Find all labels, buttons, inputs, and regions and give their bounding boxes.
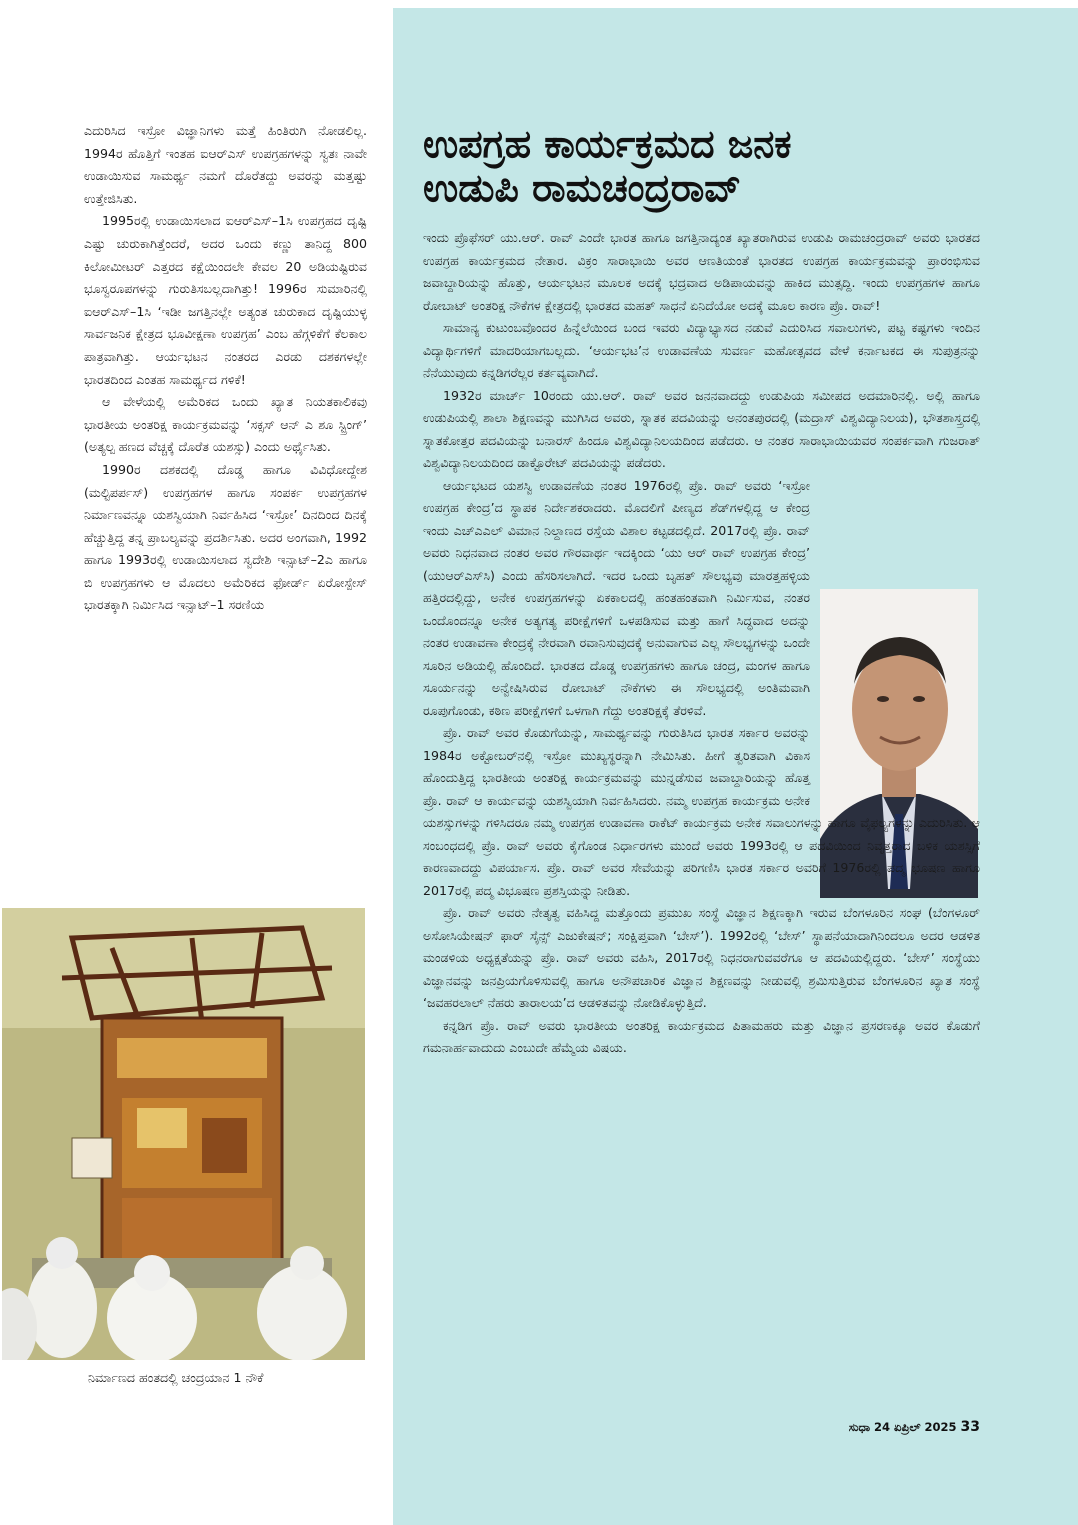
issue-label: ಸುಧಾ 24 ಏಪ್ರಿಲ್ 2025 [848, 1420, 957, 1434]
left-paragraph: ಎದುರಿಸಿದ ಇಸ್ರೋ ವಿಜ್ಞಾನಿಗಳು ಮತ್ತೆ ಹಿಂತಿರುಗಿ ನೋಡಲಿಲ್ಲ. 1994ರ ಹೊತ್ತಿಗೆ ಇಂತಹ ಐಆರ್‌ಎಸ್ ಉಪಗ್ರಹಗಳನ್ನು ಸ್ವತಃ ನಾವೇ ಉಡಾಯಿಸುವ ಸಾಮರ್ಥ್ಯ ನಮಗೆ ದೊರೆತದ್ದು ಅವರನ್ನು ಮತ್ತಷ್ಟು ಉತ್ತೇಜಿಸಿತು. [84, 123, 367, 206]
article-paragraph: ಸಾಮಾನ್ಯ ಕುಟುಂಬವೊಂದರ ಹಿನ್ನೆಲೆಯಿಂದ ಬಂದ ಇವರು ವಿದ್ಯಾಭ್ಯಾಸದ ನಡುವೆ ಎದುರಿಸಿದ ಸವಾಲುಗಳು, ಪಟ್ಟ ಕಷ್ಟಗಳು ಇಂದಿನ ವಿದ್ಯಾರ್ಥಿಗಳಿಗೆ ಮಾದರಿಯಾಗಬಲ್ಲದು. ‘ಆರ್ಯಭಟ’ನ ಉಡಾವಣೆಯ ಸುವರ್ಣ ಮಹೋತ್ಸವದ ವೇಳೆ ಕರ್ನಾಟಕದ ಈ ಸುಪುತ್ರನನ್ನು ನೆನೆಯುವುದು ಕನ್ನಡಿಗರೆಲ್ಲರ ಕರ್ತವ್ಯವಾಗಿದೆ. [423, 320, 980, 380]
left-column [84, 120, 367, 617]
page-number: 33 [960, 1419, 980, 1435]
article-paragraph: ಇಂದು ಪ್ರೊಫೆಸರ್ ಯು.ಆರ್. ರಾವ್ ಎಂದೇ ಭಾರತ ಹಾಗೂ ಜಗತ್ತಿನಾದ್ಯಂತ ಖ್ಯಾತರಾಗಿರುವ ಉಡುಪಿ ರಾಮಚಂದ್ರರಾವ್ ಅವರು ಭಾರತದ ಉಪಗ್ರಹ ಕಾರ್ಯಕ್ರಮದ ನೇತಾರ. ವಿಕ್ರಂ ಸಾರಾಭಾಯಿ ಅವರ ಆಣತಿಯಂತೆ ಭಾರತದ ಉಪಗ್ರಹ ಕಾರ್ಯಕ್ರಮವನ್ನು ಪ್ರಾರಂಭಿಸುವ ಜವಾಬ್ದಾರಿಯನ್ನು ಹೊತ್ತು, ಆರ್ಯಭಟನ ಮೂಲಕ ಅದಕ್ಕೆ ಭದ್ರವಾದ ಅಡಿಪಾಯವನ್ನು ಹಾಕಿದ ಮುತ್ಸದ್ದಿ. ಇಂದು ಉಪಗ್ರಹಗಳ ಹಾಗೂ ರೋಬಾಟ್ ಅಂತರಿಕ್ಷ ನೌಕೆಗಳ ಕ್ಷೇತ್ರದಲ್ಲಿ ಭಾರತದ ಮಹತ್ ಸಾಧನೆ ಏನಿದೆಯೋ ಅದಕ್ಕೆ ಮೂಲ ಕಾರಣ ಪ್ರೊ. ರಾವ್! [423, 230, 980, 313]
portrait-spacer [820, 475, 982, 785]
left-paragraph: 1990ರ ದಶಕದಲ್ಲಿ ದೊಡ್ಡ ಹಾಗೂ ವಿವಿಧೋದ್ದೇಶ (ಮಲ್ಟಿಪರ್ಪಸ್) ಉಪಗ್ರಹಗಳ ಹಾಗೂ ಸಂಪರ್ಕ ಉಪಗ್ರಹಗಳ ನಿರ್ಮಾಣವನ್ನೂ ಯಶಸ್ವಿಯಾಗಿ ನಿರ್ವಹಿಸಿದ ‘ಇಸ್ರೋ’ ದಿನದಿಂದ ದಿನಕ್ಕೆ ಹೆಚ್ಚುತ್ತಿದ್ದ ತನ್ನ ಪ್ರಾಬಲ್ಯವನ್ನು ಪ್ರದರ್ಶಿಸಿತು. ಅದರ ಅಂಗವಾಗಿ, 1992 ಹಾಗೂ 1993ರಲ್ಲಿ ಉಡಾಯಿಸಲಾದ ಸ್ವದೇಶಿ ಇನ್ಸಾಟ್–2ಎ ಹಾಗೂ ಬಿ ಉಪಗ್ರಹಗಳು ಆ ಮೊದಲು ಅಮೆರಿಕದ ಫೋರ್ಡ್ ಏರೋಸ್ಪೇಸ್ ಭಾರತಕ್ಕಾಗಿ ನಿರ್ಮಿಸಿದ ಇನ್ಸಾಟ್–1 ಸರಣಿಯ [84, 461, 367, 613]
article-paragraph: ಕನ್ನಡಿಗ ಪ್ರೊ. ರಾವ್ ಅವರು ಭಾರತೀಯ ಅಂತರಿಕ್ಷ ಕಾರ್ಯಕ್ರಮದ ಪಿತಾಮಹರು ಮತ್ತು ವಿಜ್ಞಾನ ಪ್ರಸರಣಕ್ಕೂ ಅವರ ಕೊಡುಗೆ ಗಮನಾರ್ಹವಾದುದು ಎಂಬುದೇ ಹೆಮ್ಮೆಯ ವಿಷಯ. [423, 1017, 980, 1055]
article-paragraph: ಆರ್ಯಭಟದ ಯಶಸ್ವಿ ಉಡಾವಣೆಯ ನಂತರ 1976ರಲ್ಲಿ ಪ್ರೊ. ರಾವ್ ಅವರು ‘ಇಸ್ರೋ ಉಪಗ್ರಹ ಕೇಂದ್ರ’ದ ಸ್ಥಾಪಕ ನಿರ್ದೇಶಕರಾದರು. ಮೊದಲಿಗೆ ಪೀಣ್ಯದ ಶೆಡ್‌ಗಳಲ್ಲಿದ್ದ ಆ ಕೇಂದ್ರ ಇಂದು ಎಚ್‌ಎಎಲ್ ವಿಮಾನ ನಿಲ್ದಾಣದ ರಸ್ತೆಯ ವಿಶಾಲ ಕಟ್ಟಡದಲ್ಲಿದೆ. 2017ರಲ್ಲಿ ಪ್ರೊ. ರಾವ್ ಅವರು ನಿಧನವಾದ ನಂತರ ಅವರ ಗೌರವಾರ್ಥ ಇದಕ್ಕಿಂದು ‘ಯು ಆರ್ ರಾವ್ ಉಪಗ್ರಹ ಕೇಂದ್ರ’ (ಯುಆರ್‌ಎಸ್‌ಸಿ) ಎಂದು ಹೆಸರಿಸಲಾಗಿದೆ. ಇದರ ಒಂದು ಬೃಹತ್ ಸೌಲಭ್ಯವು ಮಾರತ್ತಹಳ್ಳಿಯ ಹತ್ತಿರದಲ್ಲಿದ್ದು, ಅನೇಕ ಉಪಗ್ರಹಗಳನ್ನು ಏಕಕಾಲದಲ್ಲಿ ಹಂತಹಂತವಾಗಿ ನಿರ್ಮಿಸುವ, ನಂತರ ಒಂದೊಂದನ್ನೂ ಅನೇಕ ಅತ್ಯಗತ್ಯ ಪರೀಕ್ಷೆಗಳಿಗೆ ಒಳಪಡಿಸುವ ಮತ್ತು ಹಾಗೆ ಸಿದ್ಧವಾದ ಅದನ್ನು ನಂತರ ಉಡಾವಣಾ ಕೇಂದ್ರಕ್ಕೆ ನೇರವಾಗಿ ರವಾನಿಸುವುದಕ್ಕೆ ಅನುವಾಗುವ ಎಲ್ಲ ಸೌಲಭ್ಯಗಳನ್ನು ಒಂದೇ ಸೂರಿನ ಅಡಿಯಲ್ಲಿ ಹೊಂದಿದೆ. ಭಾರತದ ದೊಡ್ಡ ಉಪಗ್ರಹಗಳು ಹಾಗೂ ಚಂದ್ರ, ಮಂಗಳ ಹಾಗೂ ಸೂರ್ಯನನ್ನು ಅನ್ವೇಷಿಸಿರುವ ರೋಬಾಟ್ ನೌಕೆಗಳು ಈ ಸೌಲಭ್ಯದಲ್ಲಿ ಅಂತಿಮವಾಗಿ ರೂಪುಗೊಂಡು, ಕಠಿಣ ಪರೀಕ್ಷೆಗಳಿಗೆ ಒಳಗಾಗಿ ಗೆದ್ದು ಅಂತರಿಕ್ಷಕ್ಕೆ ತೆರಳಿವೆ. [423, 477, 810, 718]
article-paragraph: ಪ್ರೊ. ರಾವ್ ಅವರ ಕೊಡುಗೆಯನ್ನು, ಸಾಮರ್ಥ್ಯವನ್ನು ಗುರುತಿಸಿದ ಭಾರತ ಸರ್ಕಾರ ಅವರನ್ನು 1984ರ ಅಕ್ಟೋಬರ್‌ನಲ್ಲಿ ಇಸ್ರೋ ಮುಖ್ಯಸ್ಥರನ್ನಾಗಿ ನೇಮಿಸಿತು. ಹೀಗೆ ತ್ವರಿತವಾಗಿ ವಿಕಾಸ ಹೊಂದುತ್ತಿದ್ದ ಭಾರತೀಯ ಅಂತರಿಕ್ಷ ಕಾರ್ಯಕ್ರಮವನ್ನು ಮುನ್ನಡೆಸುವ ಜವಾಬ್ದಾರಿಯನ್ನು ಹೊತ್ತ ಪ್ರೊ. ರಾವ್ ಆ ಕಾರ್ಯವನ್ನು ಯಶಸ್ವಿಯಾಗಿ ನಿರ್ವಹಿಸಿದರು. ನಮ್ಮ ಉಪಗ್ರಹ ಕಾರ್ಯಕ್ರಮ ಅನೇಕ ಯಶಸ್ಸುಗಳನ್ನು ಗಳಿಸಿದರೂ ನಮ್ಮ ಉಪಗ್ರಹ ಉಡಾವಣಾ ರಾಕೆಟ್ ಕಾರ್ಯಕ್ರಮ ಅನೇಕ ಸವಾಲುಗಳನ್ನು ಹಾಗೂ ವೈಫಲ್ಯಗಳನ್ನು ಎದುರಿಸಿತು. ಆ ಸಂಬಂಧದಲ್ಲಿ ಪ್ರೊ. ರಾವ್ ಅವರು ಕೈಗೊಂಡ ನಿರ್ಧಾರಗಳು ಮುಂದೆ ಅವರು 1993ರಲ್ಲಿ ಆ ಪದವಿಯಿಂದ ನಿವೃತ್ತರಾದ ಬಳಿಕ ಯಶಸ್ಸಿಗೆ ಕಾರಣವಾದದ್ದು ವಿಪರ್ಯಾಸ. ಪ್ರೊ. ರಾವ್ ಅವರ ಸೇವೆಯನ್ನು ಪರಿಗಣಿಸಿ ಭಾರತ ಸರ್ಕಾರ ಅವರಿಗೆ 1976ರಲ್ಲಿ ಪದ್ಮ ಭೂಷಣ ಹಾಗೂ 2017ರಲ್ಲಿ ಪದ್ಮ ವಿಭೂಷಣ ಪ್ರಶಸ್ತಿಯನ್ನು ನೀಡಿತು. [423, 725, 980, 898]
article-paragraph: ಪ್ರೊ. ರಾವ್ ಅವರು ನೇತೃತ್ವ ವಹಿಸಿದ್ದ ಮತ್ತೊಂದು ಪ್ರಮುಖ ಸಂಸ್ಥೆ ವಿಜ್ಞಾನ ಶಿಕ್ಷಣಕ್ಕಾಗಿ ಇರುವ ಬೆಂಗಳೂರಿನ ಸಂಘ (ಬೆಂಗಳೂರ್ ಅಸೋಸಿಯೇಷನ್ ಫಾರ್ ಸೈನ್ಸ್ ಎಜುಕೇಷನ್; ಸಂಕ್ಷಿಪ್ತವಾಗಿ ‘ಬೇಸ್’). 1992ರಲ್ಲಿ ‘ಬೇಸ್’ ಸ್ಥಾಪನೆಯಾದಾಗಿನಿಂದಲೂ ಅದರ ಆಡಳಿತ ಮಂಡಳಿಯ ಅಧ್ಯಕ್ಷತೆಯನ್ನು ಪ್ರೊ. ರಾವ್ ಅವರು ವಹಿಸಿ, 2017ರಲ್ಲಿ ನಿಧನರಾಗುವವರೆಗೂ ಆ ಪದವಿಯಲ್ಲಿದ್ದರು. ‘ಬೇಸ್’ ಸಂಸ್ಥೆಯು ವಿಜ್ಞಾನವನ್ನು ಜನಪ್ರಿಯಗೊಳಿಸುವಲ್ಲಿ ಹಾಗೂ ಅನೌಪಚಾರಿಕ ವಿಜ್ಞಾನ ಶಿಕ್ಷಣವನ್ನು ನೀಡುವಲ್ಲಿ ಶ್ರಮಿಸುತ್ತಿರುವ ಬೆಂಗಳೂರಿನ ಖ್ಯಾತ ಸಂಸ್ಥೆ ‘ಜವಹರಲಾಲ್ ನೆಹರು ತಾರಾಲಯ’ದ ಆಡಳಿತವನ್ನು ನೋಡಿಕೊಳ್ಳುತ್ತಿದೆ. [423, 905, 980, 1010]
photo-caption: ನಿರ್ಮಾಣದ ಹಂತದಲ್ಲಿ ಚಂದ್ರಯಾನ 1 ನೌಕೆ [88, 1370, 264, 1385]
page-footer [810, 1419, 980, 1435]
article-paragraph: 1932ರ ಮಾರ್ಚ್ 10ರಂದು ಯು.ಆರ್. ರಾವ್ ಅವರ ಜನನವಾದದ್ದು ಉಡುಪಿಯ ಸಮೀಪದ ಅದಮಾರಿನಲ್ಲಿ. ಅಲ್ಲಿ ಹಾಗೂ ಉಡುಪಿಯಲ್ಲಿ ಶಾಲಾ ಶಿಕ್ಷಣವನ್ನು ಮುಗಿಸಿದ ಅವರು, ಸ್ನಾತಕ ಪದವಿಯನ್ನು ಅನಂತಪುರದಲ್ಲಿ (ಮದ್ರಾಸ್ ವಿಶ್ವವಿದ್ಯಾನಿಲಯ), ಭೌತಶಾಸ್ತ್ರದಲ್ಲಿ ಸ್ನಾತಕೋತ್ತರ ಪದವಿಯನ್ನು ಬನಾರಸ್ ಹಿಂದೂ ವಿಶ್ವವಿದ್ಯಾನಿಲಯದಿಂದ ಪಡೆದರು. ಆ ನಂತರ ಸಾರಾಭಾಯಿಯವರ ಸಂಪರ್ಕವಾಗಿ ಗುಜರಾತ್ ವಿಶ್ವವಿದ್ಯಾನಿಲಯದಿಂದ ಡಾಕ್ಟೊರೇಟ್ ಪದವಿಯನ್ನು ಪಡೆದರು. [423, 387, 980, 470]
title-line-2: ಉಡುಪಿ ರಾಮಚಂದ್ರರಾವ್ [423, 166, 741, 210]
article-title [423, 122, 983, 210]
left-paragraph: 1995ರಲ್ಲಿ ಉಡಾಯಿಸಲಾದ ಐಆರ್‌ಎಸ್–1ಸಿ ಉಪಗ್ರಹದ ದೃಷ್ಟಿ ಎಷ್ಟು ಚುರುಕಾಗಿತ್ತೆಂದರೆ, ಅದರ ಒಂದು ಕಣ್ಣು ತಾನಿದ್ದ 800 ಕಿಲೋಮೀಟರ್ ಎತ್ತರದ ಕಕ್ಷೆಯಿಂದಲೇ ಕೇವಲ 20 ಅಡಿಯಷ್ಟಿರುವ ಭೂಸ್ವರೂಪಗಳನ್ನು ಗುರುತಿಸಬಲ್ಲದಾಗಿತ್ತು! 1996ರ ಸುಮಾರಿನಲ್ಲಿ ಐಆರ್‌ಎಸ್–1ಸಿ ‘ಇಡೀ ಜಗತ್ತಿನಲ್ಲೇ ಅತ್ಯಂತ ಚುರುಕಾದ ದೃಷ್ಟಿಯುಳ್ಳ ಸಾರ್ವಜನಿಕ ಕ್ಷೇತ್ರದ ಭೂವೀಕ್ಷಣಾ ಉಪಗ್ರಹ’ ಎಂಬ ಹೆಗ್ಗಳಿಕೆಗೆ ಕೆಲಕಾಲ ಪಾತ್ರವಾಗಿತ್ತು. ಆರ್ಯಭಟನ ನಂತರದ ಎರಡು ದಶಕಗಳಲ್ಲೇ ಭಾರತದಿಂದ ಎಂತಹ ಸಾಮರ್ಥ್ಯದ ಗಳಿಕೆ! [84, 213, 367, 387]
article-body [423, 227, 980, 1060]
chandrayaan-satellite-photo [2, 908, 365, 1360]
title-line-1: ಉಪಗ್ರಹ ಕಾರ್ಯಕ್ರಮದ ಜನಕ [423, 122, 792, 166]
left-paragraph: ಆ ವೇಳೆಯಲ್ಲಿ ಅಮೆರಿಕದ ಒಂದು ಖ್ಯಾತ ನಿಯತಕಾಲಿಕವು ಭಾರತೀಯ ಅಂತರಿಕ್ಷ ಕಾರ್ಯಕ್ರಮವನ್ನು ‘ಸಕ್ಸಸ್ ಆನ್ ಎ ಶೂ ಸ್ಟ್ರಿಂಗ್’ (ಅತ್ಯಲ್ಪ ಹಣದ ವೆಚ್ಚಕ್ಕೆ ದೊರೆತ ಯಶಸ್ಸು) ಎಂದು ಅರ್ಥೈಸಿತು. [84, 394, 367, 455]
